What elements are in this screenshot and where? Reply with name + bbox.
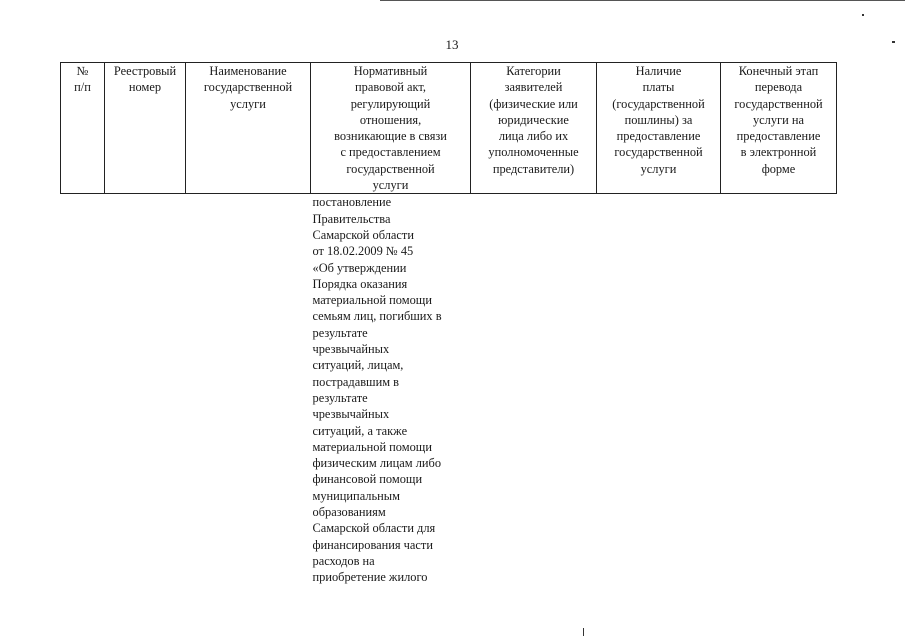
table-row	[61, 194, 837, 586]
legal-act-text: постановление Правительства Самарской области от 18.02.2009 № 45 «Об утверждении Порядка оказания материальной помощи семьям лиц, погибших в результате чрезвычайных ситуаций, лицам, пострадавшим в результате чрезвычайных ситуаций, а также материальной помощи физическим лицам либо финансовой помощи муниципальным образованиям Самарской области для финансирования части расходов на приобретение жилого	[312, 195, 442, 585]
column-header-applicant-categories: Категории заявителей (физические или юридические лица либо их уполномоченные представители)	[471, 63, 597, 194]
cell-registry-number	[105, 194, 186, 586]
registry-table	[60, 62, 837, 586]
column-header-service-name: Наименование государственной услуги	[186, 63, 311, 194]
cell-number	[61, 194, 105, 586]
column-header-electronic-stage: Конечный этап перевода государственной услуги на предоставление в электронной форме	[721, 63, 837, 194]
column-header-fee: Наличие платы (государственной пошлины) за предоставление государственной услуги	[597, 63, 721, 194]
table-header-row	[61, 63, 837, 194]
cell-applicant-categories	[471, 194, 597, 586]
scan-speck	[583, 628, 584, 636]
column-header-registry-number: Реестровый номер	[105, 63, 186, 194]
scan-speck	[892, 41, 895, 43]
column-header-number: № п/п	[61, 63, 105, 194]
cell-legal-act	[311, 194, 471, 586]
page-number: 13	[445, 37, 459, 52]
cell-electronic-stage	[721, 194, 837, 586]
scan-speck	[862, 14, 864, 16]
cell-fee	[597, 194, 721, 586]
cell-service-name	[186, 194, 311, 586]
scan-top-edge	[380, 0, 905, 1]
column-header-legal-act: Нормативный правовой акт, регулирующий отношения, возникающие в связи с предоставлением государственной услуги	[311, 63, 471, 194]
